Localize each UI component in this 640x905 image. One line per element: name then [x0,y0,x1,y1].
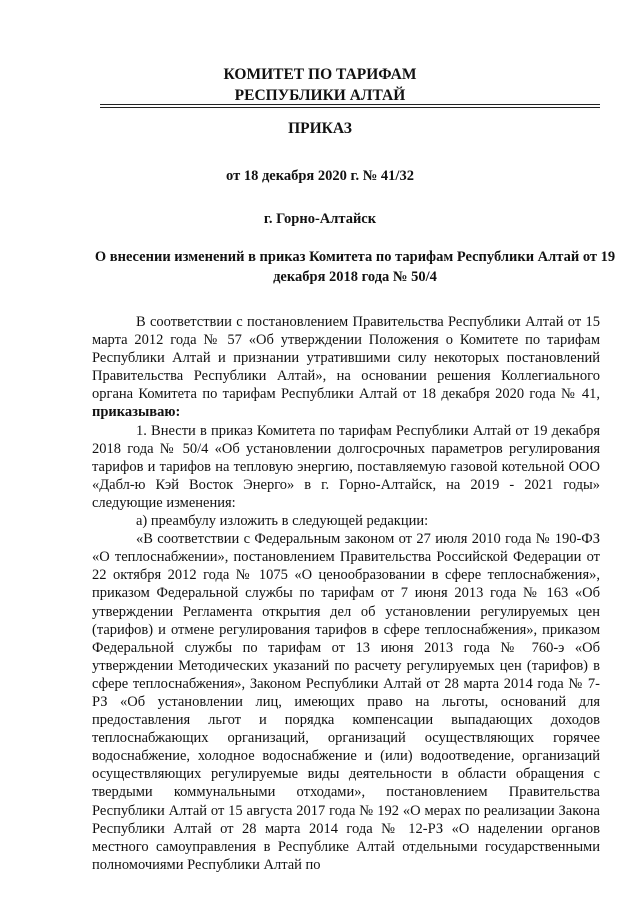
organization-line-1: КОМИТЕТ ПО ТАРИФАМ [223,66,417,83]
header-rule-bottom [100,107,600,108]
paragraph-item-a: а) преамбулу изложить в следующей редакции: [136,513,429,530]
header-rule-top [100,104,600,105]
paragraph-item-1: 1. Внести в приказ Комитета по тарифам Республики Алтай от 19 декабря 2018 года № 50/4 «Об установлении долгосрочных параметров регулирования тарифов и тарифов на тепловую энергию, поставляемую газовой котельной ООО «Дабл-ю Кэй Восток Энерго» в г. Горно-Алтайск, на 2019 - 2021 годы» следующие изменения: [92,422,600,511]
document-subject: О внесении изменений в приказ Комитета по тарифам Республики Алтай от 19 декабря 2018 года № 50/4 [94,249,616,285]
document-body [92,313,600,874]
date-and-number: от 18 декабря 2020 г. № 41/32 [226,168,414,184]
organization-name [0,64,640,106]
paragraph-new-preamble: «В соответствии с Федеральным законом от 27 июля 2010 года № 190-ФЗ «О теплоснабжении», постановлением Правительства Российской Федерации от 22 октября 2012 года № 1075 «О ценообразовании в сфере теплоснабжения», приказом Федеральной службы по тарифам от 7 июня 2013 года № 163 «Об утверждении Регламента открытия дел об установлении регулируемых цен (тарифов) и отмене регулирования тарифов в сфере теплоснабжения», приказом Федеральной службы по тарифам от 13 июня 2013 года № 760-э «Об утверждении Методических указаний по расчету регулируемых цен (тарифов) в сфере теплоснабжения», Законом Республики Алтай от 28 марта 2014 года № 7-РЗ «Об установлении лиц, имеющих право на льготы, оснований для предоставления льгот и порядка компенсации выпадающих доходов теплоснабжающих организаций, организаций осуществляющих горячее водоснабжение, холодное водоснабжение и (или) водоотведение, организаций осуществляющих регулируемые виды деятельности в области обращения с твердыми коммунальными отходами», постановлением Правительства Республики Алтай от 15 августа 2017 года № 192 «О мерах по реализации Закона Республики Алтай от 28 марта 2014 года № 12-РЗ «О наделении органов местного самоуправления в Республике Алтай отдельными государственными полномочиями Республики Алтай по [92,531,600,873]
organization-line-2: РЕСПУБЛИКИ АЛТАЙ [234,87,406,104]
city: г. Горно-Алтайск [263,211,377,227]
paragraph-preamble-text: В соответствии с постановлением Правительства Республики Алтай от 15 марта 2012 года № 57 «Об утверждении Положения о Комитете по тарифам Республики Алтай и признании утратившими силу некоторых постановлений Правительства Республики Алтай», на основании решения Коллегиального органа Комитета по тарифам Республики Алтай от 18 декабря 2020 года № 41, [92,314,600,403]
paragraph-preamble [92,313,600,422]
document-type: ПРИКАЗ [288,120,352,137]
paragraph-preamble-order: приказываю: [92,404,181,421]
